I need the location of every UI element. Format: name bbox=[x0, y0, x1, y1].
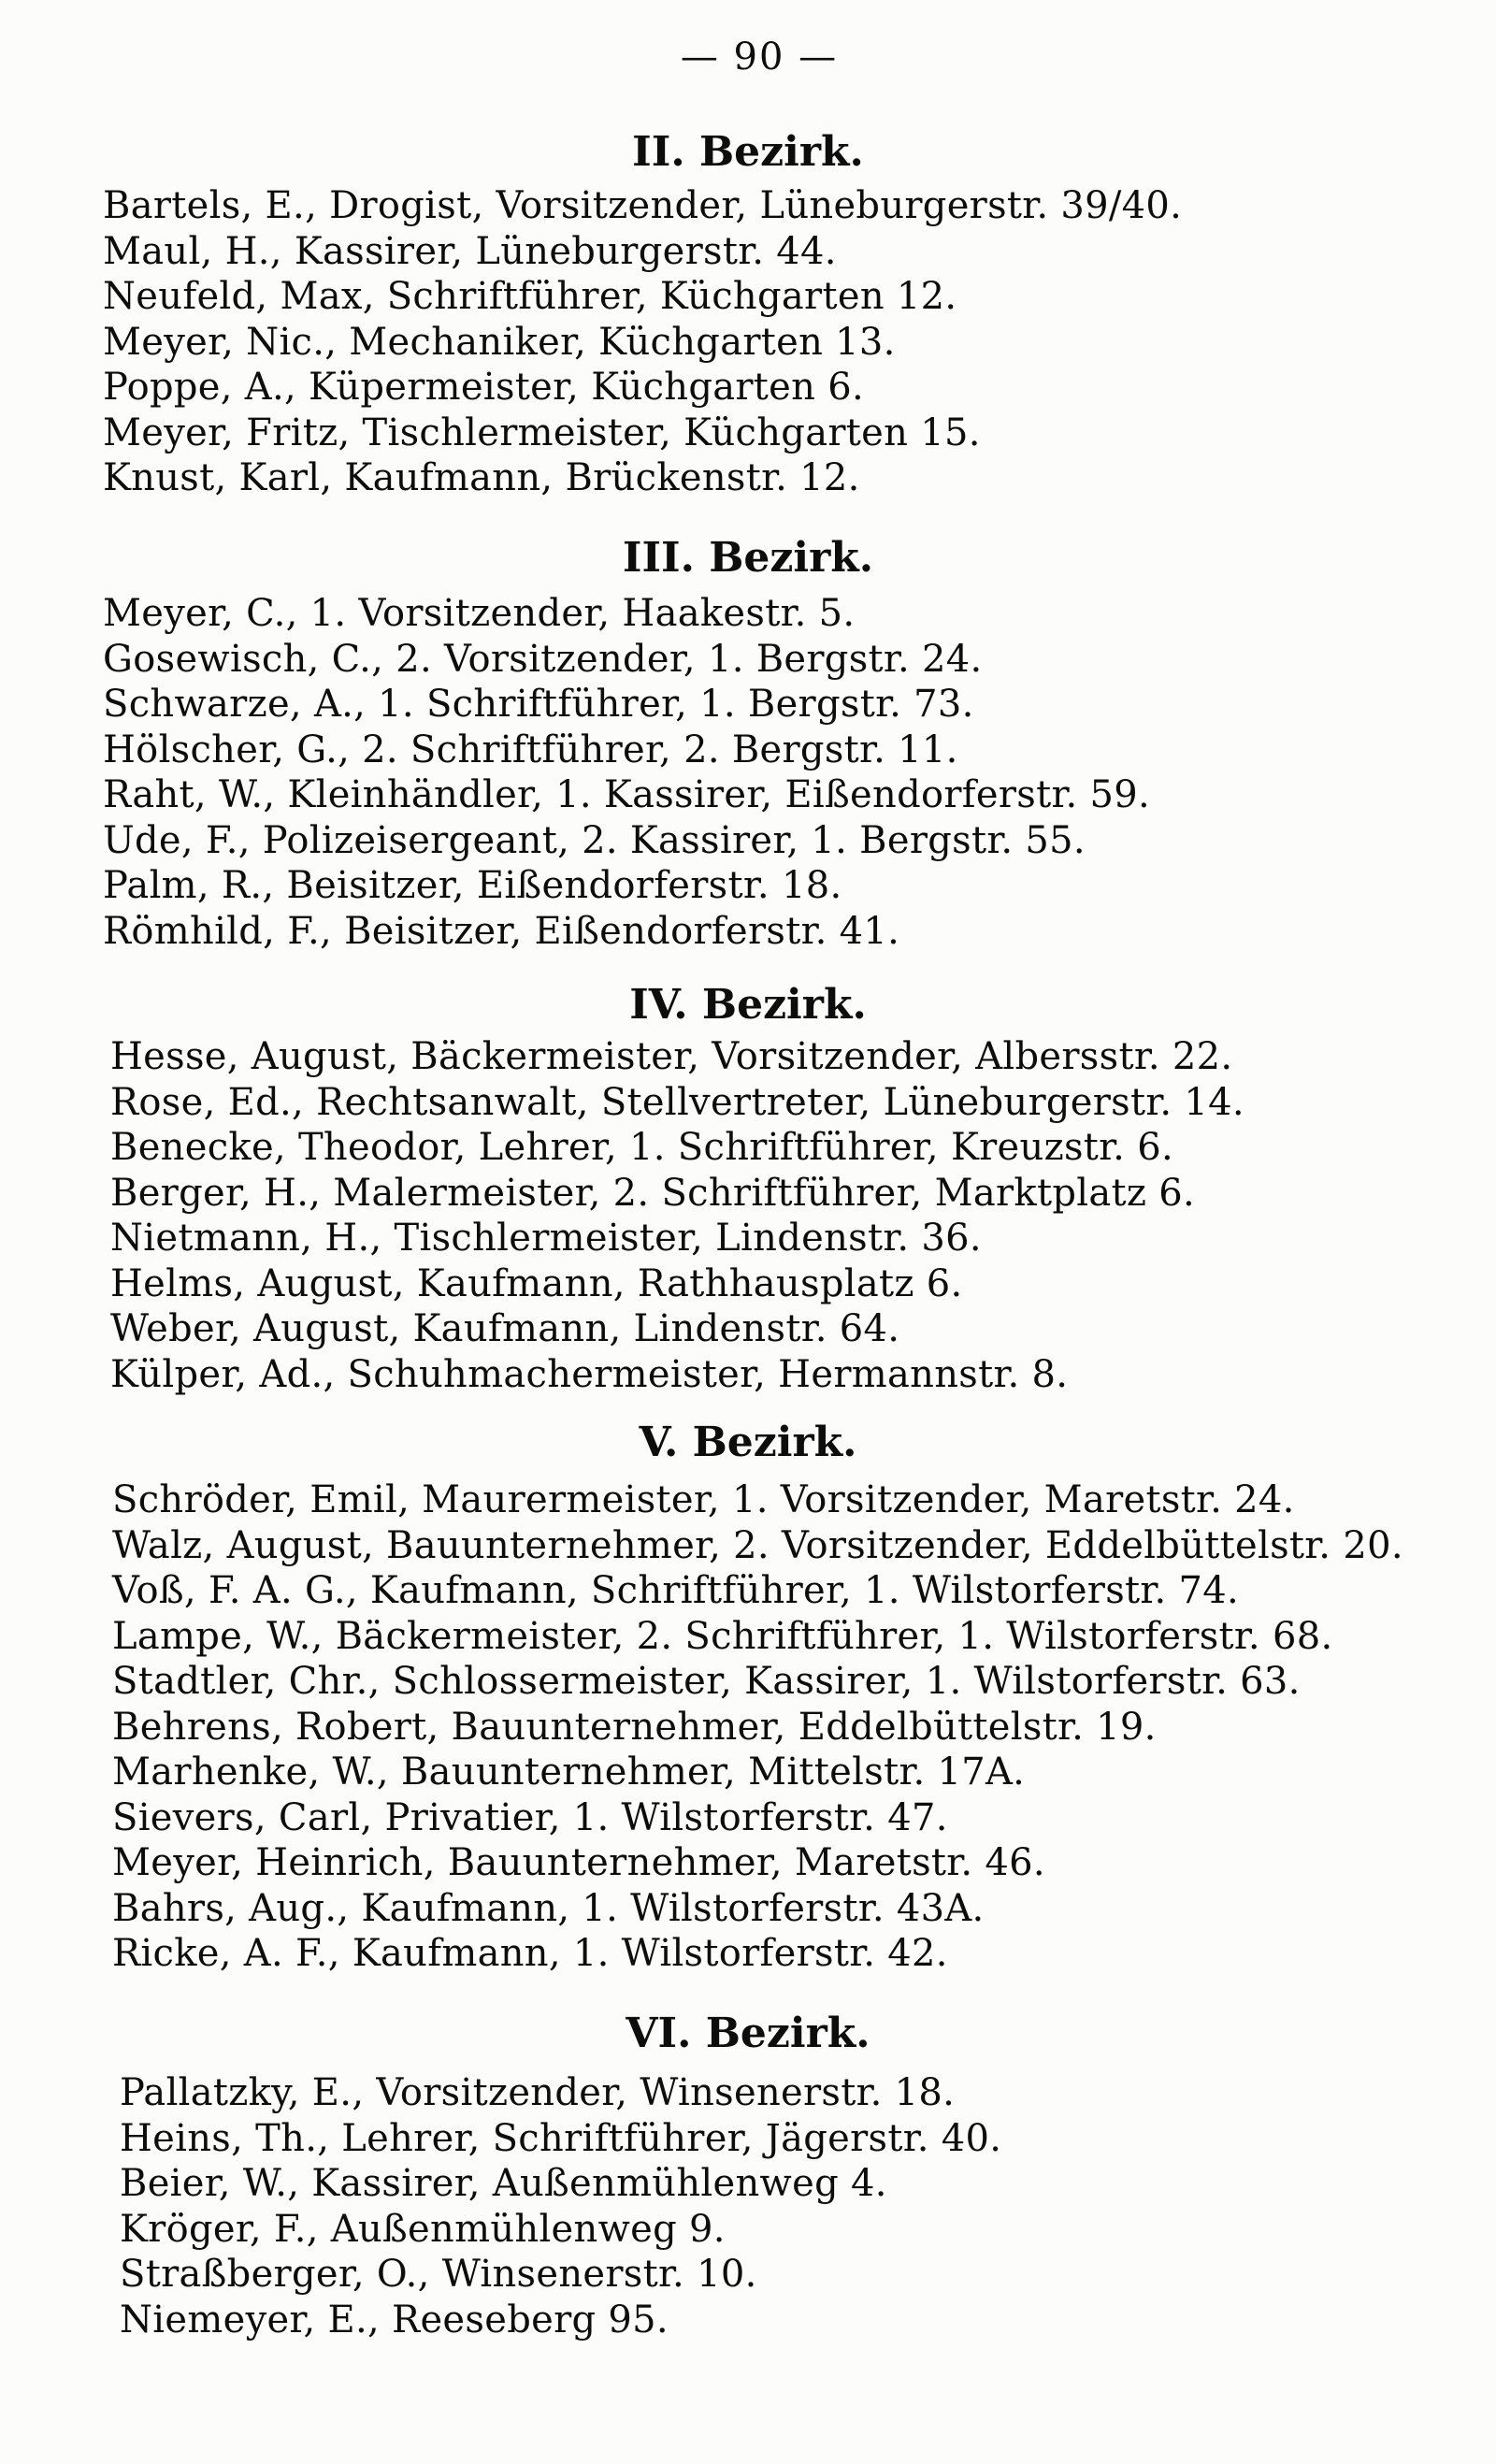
list-item: Lampe, W., Bäckermeister, 2. Schriftführer, 1. Wilstorferstr. 68. bbox=[112, 1614, 1333, 1658]
section-heading-iv: IV. Bezirk. bbox=[629, 981, 867, 1029]
list-item: Neufeld, Max, Schriftführer, Küchgarten 12. bbox=[103, 275, 957, 318]
list-item: Römhild, F., Beisitzer, Eißendorferstr. 41. bbox=[103, 909, 900, 953]
section-heading-ii: II. Bezirk. bbox=[632, 128, 864, 176]
list-item: Pallatzky, E., Vorsitzender, Winsenerstr. 18. bbox=[120, 2071, 956, 2114]
list-item: Ricke, A. F., Kaufmann, 1. Wilstorferstr. 42. bbox=[112, 1932, 948, 1975]
list-item: Gosewisch, C., 2. Vorsitzender, 1. Bergstr. 24. bbox=[103, 637, 983, 681]
list-item: Schwarze, A., 1. Schriftführer, 1. Bergstr. 73. bbox=[103, 683, 974, 726]
list-item: Beier, W., Kassirer, Außenmühlenweg 4. bbox=[120, 2162, 887, 2205]
list-item: Niemeyer, E., Reeseberg 95. bbox=[120, 2298, 669, 2342]
list-item: Bartels, E., Drogist, Vorsitzender, Lüneburgerstr. 39/40. bbox=[103, 184, 1183, 227]
list-item: Rose, Ed., Rechtsanwalt, Stellvertreter, Lüneburgerstr. 14. bbox=[110, 1080, 1244, 1124]
list-item: Meyer, Heinrich, Bauunternehmer, Maretstr. 46. bbox=[112, 1841, 1045, 1884]
list-item: Meyer, Nic., Mechaniker, Küchgarten 13. bbox=[103, 320, 896, 364]
list-item: Külper, Ad., Schuhmachermeister, Hermannstr. 8. bbox=[110, 1352, 1069, 1396]
list-item: Kröger, F., Außenmühlenweg 9. bbox=[120, 2207, 726, 2251]
list-item: Weber, August, Kaufmann, Lindenstr. 64. bbox=[110, 1307, 900, 1350]
list-item: Marhenke, W., Bauunternehmer, Mittelstr. 17A. bbox=[112, 1751, 1026, 1794]
list-item: Walz, August, Bauunternehmer, 2. Vorsitzender, Eddelbüttelstr. 20. bbox=[112, 1523, 1403, 1567]
list-item: Hölscher, G., 2. Schriftführer, 2. Bergstr. 11. bbox=[103, 728, 958, 771]
entry-list-iii bbox=[103, 591, 1150, 954]
list-item: Hesse, August, Bäckermeister, Vorsitzender, Albersstr. 22. bbox=[110, 1035, 1233, 1078]
entry-list-iv bbox=[110, 1034, 1244, 1397]
entry-list-v bbox=[112, 1477, 1403, 1977]
list-item: Schröder, Emil, Maurermeister, 1. Vorsitzender, Maretstr. 24. bbox=[112, 1478, 1295, 1521]
list-item: Straßberger, O., Winsenerstr. 10. bbox=[120, 2253, 757, 2296]
list-item: Knust, Karl, Kaufmann, Brückenstr. 12. bbox=[103, 456, 860, 499]
list-item: Sievers, Carl, Privatier, 1. Wilstorferstr. 47. bbox=[112, 1795, 948, 1839]
list-item: Ude, F., Polizeisergeant, 2. Kassirer, 1. Bergstr. 55. bbox=[103, 818, 1086, 862]
section-heading-v: V. Bezirk. bbox=[639, 1419, 857, 1466]
list-item: Voß, F. A. G., Kaufmann, Schriftführer, 1. Wilstorferstr. 74. bbox=[112, 1569, 1239, 1612]
list-item: Nietmann, H., Tischlermeister, Lindenstr. 36. bbox=[110, 1217, 982, 1260]
page-number: — 90 — bbox=[680, 36, 839, 79]
list-item: Maul, H., Kassirer, Lüneburgerstr. 44. bbox=[103, 229, 837, 273]
list-item: Behrens, Robert, Bauunternehmer, Eddelbüttelstr. 19. bbox=[112, 1705, 1157, 1749]
list-item: Palm, R., Beisitzer, Eißendorferstr. 18. bbox=[103, 864, 842, 907]
section-heading-vi: VI. Bezirk. bbox=[626, 2010, 870, 2057]
list-item: Poppe, A., Küpermeister, Küchgarten 6. bbox=[103, 366, 864, 409]
list-item: Meyer, C., 1. Vorsitzender, Haakestr. 5. bbox=[103, 592, 856, 635]
entry-list-vi bbox=[120, 2070, 1001, 2342]
list-item: Helms, August, Kaufmann, Rathhausplatz 6. bbox=[110, 1261, 963, 1305]
list-item: Heins, Th., Lehrer, Schriftführer, Jägerstr. 40. bbox=[120, 2116, 1002, 2160]
list-item: Benecke, Theodor, Lehrer, 1. Schriftführer, Kreuzstr. 6. bbox=[110, 1126, 1173, 1169]
list-item: Meyer, Fritz, Tischlermeister, Küchgarten 15. bbox=[103, 411, 981, 454]
list-item: Stadtler, Chr., Schlossermeister, Kassirer, 1. Wilstorferstr. 63. bbox=[112, 1660, 1301, 1703]
list-item: Berger, H., Malermeister, 2. Schriftführer, Marktplatz 6. bbox=[110, 1171, 1195, 1215]
list-item: Raht, W., Kleinhändler, 1. Kassirer, Eißendorferstr. 59. bbox=[103, 773, 1151, 816]
entry-list-ii bbox=[103, 183, 1182, 501]
section-heading-iii: III. Bezirk. bbox=[622, 534, 874, 582]
list-item: Bahrs, Aug., Kaufmann, 1. Wilstorferstr. 43A. bbox=[112, 1886, 985, 1930]
